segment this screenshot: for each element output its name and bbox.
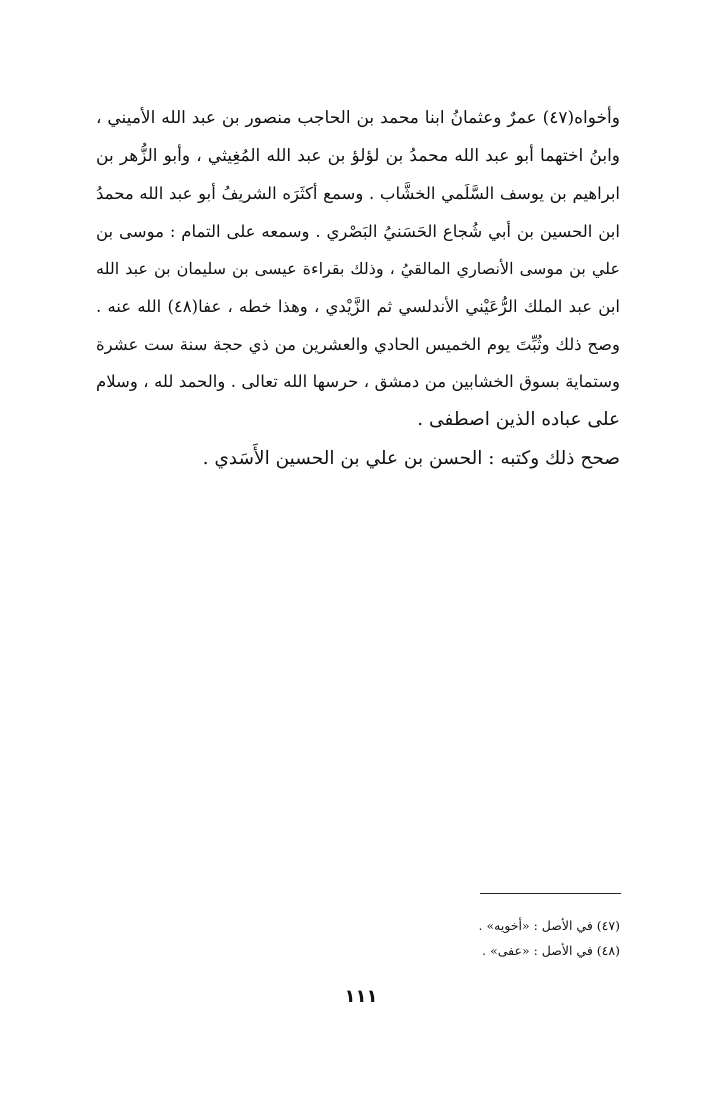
- text-line-3: ابراهيم بن يوسف السَّلَمي الخشَّاب . وسمع أكثَرَه الشريفُ أبو عبد الله محمدُ: [96, 184, 620, 204]
- text-line-2: وابنُ اختهما أبو عبد الله محمدُ بن لؤلؤ بن عبد الله المُغِيثي ، وأبو الزُّهر بن: [96, 145, 620, 166]
- text-line-9: على عباده الذين اصطفى .: [417, 408, 620, 430]
- text-line-4: ابن الحسين بن أبي شُجاع الحَسَنيُ البَصْري . وسمعه على التمام : موسى بن: [96, 221, 620, 241]
- text-line-5: علي بن موسى الأنصاري المالقيُ ، وذلك بقراءة عيسى بن سليمان بن عبد الله: [96, 259, 620, 279]
- text-line-8: وستماية بسوق الخشابين من دمشق ، حرسها الله تعالى . والحمد لله ، وسلام: [96, 372, 620, 392]
- text-line-7: وصح ذلك وثُبِّتَ يوم الخميس الحادي والعشرين من ذي حجة سنة ست عشرة: [96, 334, 620, 354]
- page-number: ١١١: [344, 986, 378, 1007]
- footnote-47: (٤٧) في الأصل : «أخويه» .: [478, 918, 620, 933]
- footnotes: [479, 913, 620, 963]
- footnote-48: (٤٨) في الأصل : «عفى» .: [482, 943, 620, 958]
- signature-line: صحح ذلك وكتبه : الحسن بن علي بن الحسين الأَسَدي .: [202, 448, 620, 469]
- text-line-1: وأخواه(٤٧) عمرٌ وعثمانُ ابنا محمد بن الحاجب منصور بن عبد الله الأميني ،: [96, 108, 620, 128]
- footnote-separator: [480, 893, 621, 894]
- text-line-6: ابن عبد الملك الرُّعَيْني الأندلسي ثم الزَّيْدي ، وهذا خطه ، عفا(٤٨) الله عنه .: [96, 296, 620, 316]
- main-text-block: [96, 100, 620, 438]
